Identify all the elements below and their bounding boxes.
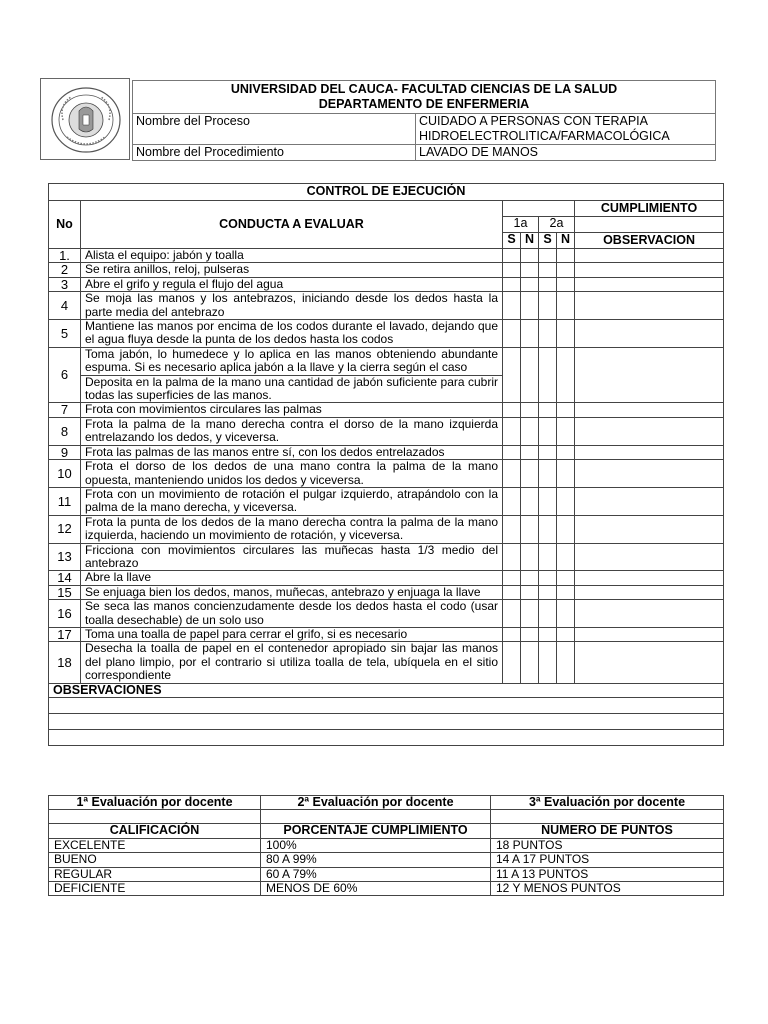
eval-2-yes-box[interactable] bbox=[539, 515, 557, 543]
percent-header: PORCENTAJE CUMPLIMIENTO bbox=[261, 824, 491, 838]
eval-1-yes-box[interactable] bbox=[503, 543, 521, 571]
col-compliance-header: CUMPLIMIENTO bbox=[575, 201, 724, 217]
item-number: 7 bbox=[49, 403, 81, 417]
table-row bbox=[49, 249, 724, 263]
item-description: Frota el dorso de los dedos de una mano contra la palma de la mano opuesta, manteniendo unidos los dedos y viceversa. bbox=[81, 460, 503, 488]
item-description: Frota la punta de los dedos de la mano derecha contra la palma de la mano izquierda, haciendo un movimiento de rotación, y viceversa. bbox=[81, 515, 503, 543]
eval-2-no-box[interactable] bbox=[557, 600, 575, 628]
eval-2-yes-box[interactable] bbox=[539, 642, 557, 683]
eval-1-yes-box[interactable] bbox=[503, 320, 521, 348]
table-row bbox=[49, 460, 724, 488]
col-conduct-header: CONDUCTA A EVALUAR bbox=[81, 201, 503, 249]
procedure-label: Nombre del Procedimiento bbox=[133, 145, 416, 161]
eval-1-no-box[interactable] bbox=[521, 263, 539, 277]
eval-1-yes-box[interactable] bbox=[503, 600, 521, 628]
table-row bbox=[49, 263, 724, 277]
table-row bbox=[49, 320, 724, 348]
item-description: Alista el equipo: jabón y toalla bbox=[81, 249, 503, 263]
item-description: Mantiene las manos por encima de los codos durante el lavado, dejando que el agua fluya desde la punta de los dedos hasta los codos bbox=[81, 320, 503, 348]
document-header bbox=[40, 78, 715, 160]
third-evaluation-label: 3ª Evaluación por docente bbox=[491, 796, 724, 810]
observation-cell[interactable] bbox=[575, 292, 724, 320]
eval-2-no-box[interactable] bbox=[557, 417, 575, 445]
observation-cell[interactable] bbox=[575, 642, 724, 683]
eval-1-no-box[interactable] bbox=[521, 403, 539, 417]
observation-cell[interactable] bbox=[575, 249, 724, 263]
item-number: 4 bbox=[49, 292, 81, 320]
col-observation-header: OBSERVACION bbox=[575, 233, 724, 249]
eval-1-yes-box[interactable] bbox=[503, 277, 521, 291]
eval-1-yes-box[interactable] bbox=[503, 249, 521, 263]
item-description: Se moja las manos y los antebrazos, iniciando desde los dedos hasta la parte media del antebrazo bbox=[81, 292, 503, 320]
eval-2-yes-box[interactable] bbox=[539, 585, 557, 599]
eval-1-yes-box[interactable] bbox=[503, 403, 521, 417]
observation-cell[interactable] bbox=[575, 460, 724, 488]
table-row bbox=[49, 347, 724, 375]
grading-row bbox=[49, 838, 724, 852]
table-row bbox=[49, 277, 724, 291]
eval-1-yes: S bbox=[503, 233, 521, 249]
eval-2-no-box[interactable] bbox=[557, 571, 575, 585]
observation-cell[interactable] bbox=[575, 543, 724, 571]
eval-1-yes-box[interactable] bbox=[503, 292, 521, 320]
eval-1-yes-box[interactable] bbox=[503, 642, 521, 683]
table-row bbox=[49, 543, 724, 571]
table-row bbox=[49, 600, 724, 628]
item-number: 17 bbox=[49, 627, 81, 641]
item-description: Abre la llave bbox=[81, 571, 503, 585]
eval-2-no: N bbox=[557, 233, 575, 249]
table-row bbox=[49, 445, 724, 459]
item-number: 1. bbox=[49, 249, 81, 263]
process-value: CUIDADO A PERSONAS CON TERAPIA HIDROELECTROLITICA/FARMACOLÓGICA bbox=[416, 114, 716, 145]
procedure-value: LAVADO DE MANOS bbox=[416, 145, 716, 161]
eval-2-yes-box[interactable] bbox=[539, 292, 557, 320]
item-description: Frota con un movimiento de rotación el pulgar izquierdo, atrapándolo con la palma de la mano derecha, y viceversa. bbox=[81, 487, 503, 515]
observation-cell[interactable] bbox=[575, 600, 724, 628]
university-seal-logo bbox=[49, 85, 123, 155]
eval-2-yes-box[interactable] bbox=[539, 417, 557, 445]
grading-row bbox=[49, 853, 724, 867]
item-number: 16 bbox=[49, 600, 81, 628]
observation-cell[interactable] bbox=[575, 487, 724, 515]
observation-header-spacer bbox=[575, 217, 724, 233]
compliance-spacer bbox=[503, 201, 575, 217]
header-title-cell bbox=[133, 81, 716, 114]
item-number: 14 bbox=[49, 571, 81, 585]
eval-1-yes-box[interactable] bbox=[503, 347, 521, 403]
eval-2-no-box[interactable] bbox=[557, 292, 575, 320]
eval-2-yes-box[interactable] bbox=[539, 249, 557, 263]
table-row bbox=[49, 487, 724, 515]
eval-2-no-box[interactable] bbox=[557, 515, 575, 543]
item-number: 3 bbox=[49, 277, 81, 291]
percent-value: 60 A 79% bbox=[261, 867, 491, 881]
eval-1-yes-box[interactable] bbox=[503, 571, 521, 585]
eval-2-yes: S bbox=[539, 233, 557, 249]
percent-value: 100% bbox=[261, 838, 491, 852]
grade-header: CALIFICACIÓN bbox=[49, 824, 261, 838]
points-value: 14 A 17 PUNTOS bbox=[491, 853, 724, 867]
grade-value: BUENO bbox=[49, 853, 261, 867]
eval-2-yes-box[interactable] bbox=[539, 460, 557, 488]
second-evaluation-label: 2ª Evaluación por docente bbox=[261, 796, 491, 810]
eval-2-yes-box[interactable] bbox=[539, 543, 557, 571]
item-number: 15 bbox=[49, 585, 81, 599]
item-description: Desecha la toalla de papel en el contenedor apropiado sin bajar las manos del plano limpio, por el contrario si utiliza toalla de tela, ubíquela en el sitio correspondiente bbox=[81, 642, 503, 683]
first-evaluation-signature[interactable] bbox=[49, 810, 261, 824]
observation-cell[interactable] bbox=[575, 585, 724, 599]
item-number: 10 bbox=[49, 460, 81, 488]
eval-2-no-box[interactable] bbox=[557, 445, 575, 459]
item-description: Frota con movimientos circulares las palmas bbox=[81, 403, 503, 417]
eval-1-no-box[interactable] bbox=[521, 487, 539, 515]
observation-line[interactable] bbox=[49, 698, 724, 714]
observation-cell[interactable] bbox=[575, 445, 724, 459]
eval-2-yes-box[interactable] bbox=[539, 627, 557, 641]
eval-1-yes-box[interactable] bbox=[503, 417, 521, 445]
eval-2-no-box[interactable] bbox=[557, 263, 575, 277]
logo-cell bbox=[40, 78, 130, 160]
eval-1-no-box[interactable] bbox=[521, 460, 539, 488]
eval-1-yes-box[interactable] bbox=[503, 487, 521, 515]
eval-2-header: 2a bbox=[539, 217, 575, 233]
eval-2-yes-box[interactable] bbox=[539, 600, 557, 628]
second-evaluation-signature[interactable] bbox=[261, 810, 491, 824]
item-number: 8 bbox=[49, 417, 81, 445]
col-no-header: No bbox=[49, 201, 81, 249]
eval-2-yes-box[interactable] bbox=[539, 277, 557, 291]
eval-2-no-box[interactable] bbox=[557, 347, 575, 403]
eval-2-no-box[interactable] bbox=[557, 277, 575, 291]
grade-value: REGULAR bbox=[49, 867, 261, 881]
item-number: 12 bbox=[49, 515, 81, 543]
eval-1-no-box[interactable] bbox=[521, 347, 539, 403]
observations-title: OBSERVACIONES bbox=[49, 683, 724, 697]
points-value: 12 Y MENOS PUNTOS bbox=[491, 882, 724, 896]
observation-cell[interactable] bbox=[575, 403, 724, 417]
observation-cell[interactable] bbox=[575, 277, 724, 291]
eval-2-no-box[interactable] bbox=[557, 642, 575, 683]
eval-2-no-box[interactable] bbox=[557, 320, 575, 348]
item-description: Toma jabón, lo humedece y lo aplica en las manos obteniendo abundante espuma. Si es necesario aplica jabón a la llave y la cierra según el caso bbox=[81, 347, 503, 375]
points-value: 18 PUNTOS bbox=[491, 838, 724, 852]
eval-1-no-box[interactable] bbox=[521, 320, 539, 348]
observation-line[interactable] bbox=[49, 714, 724, 730]
grade-value: DEFICIENTE bbox=[49, 882, 261, 896]
process-label: Nombre del Proceso bbox=[133, 114, 416, 145]
percent-value: 80 A 99% bbox=[261, 853, 491, 867]
observation-line[interactable] bbox=[49, 730, 724, 746]
eval-1-no-box[interactable] bbox=[521, 277, 539, 291]
grading-table bbox=[48, 795, 724, 896]
table-row bbox=[49, 627, 724, 641]
eval-2-no-box[interactable] bbox=[557, 543, 575, 571]
item-number: 9 bbox=[49, 445, 81, 459]
eval-1-no-box[interactable] bbox=[521, 642, 539, 683]
table-row bbox=[49, 642, 724, 683]
eval-1-yes-box[interactable] bbox=[503, 627, 521, 641]
table-row bbox=[49, 403, 724, 417]
eval-1-no-box[interactable] bbox=[521, 627, 539, 641]
eval-2-no-box[interactable] bbox=[557, 585, 575, 599]
eval-2-yes-box[interactable] bbox=[539, 487, 557, 515]
eval-1-no-box[interactable] bbox=[521, 571, 539, 585]
item-description: Frota la palma de la mano derecha contra el dorso de la mano izquierda entrelazando los dedos, y viceversa. bbox=[81, 417, 503, 445]
header-table bbox=[132, 80, 716, 161]
item-description: Deposita en la palma de la mano una cantidad de jabón suficiente para cubrir todas las superficies de las manos. bbox=[81, 375, 503, 403]
eval-2-no-box[interactable] bbox=[557, 249, 575, 263]
eval-1-no-box[interactable] bbox=[521, 445, 539, 459]
eval-1-no: N bbox=[521, 233, 539, 249]
eval-1-no-box[interactable] bbox=[521, 417, 539, 445]
department-name: DEPARTAMENTO DE ENFERMERIA bbox=[318, 97, 530, 111]
observation-cell[interactable] bbox=[575, 417, 724, 445]
item-number: 2 bbox=[49, 263, 81, 277]
institution-name: UNIVERSIDAD DEL CAUCA- FACULTAD CIENCIAS DE LA SALUD bbox=[230, 82, 618, 96]
item-number: 6 bbox=[49, 347, 81, 403]
grading-row bbox=[49, 867, 724, 881]
observation-cell[interactable] bbox=[575, 571, 724, 585]
third-evaluation-signature[interactable] bbox=[491, 810, 724, 824]
eval-1-no-box[interactable] bbox=[521, 600, 539, 628]
eval-1-no-box[interactable] bbox=[521, 249, 539, 263]
table-row bbox=[49, 417, 724, 445]
table-row bbox=[49, 571, 724, 585]
table-row bbox=[49, 515, 724, 543]
eval-2-yes-box[interactable] bbox=[539, 445, 557, 459]
points-value: 11 A 13 PUNTOS bbox=[491, 867, 724, 881]
eval-2-no-box[interactable] bbox=[557, 403, 575, 417]
eval-1-no-box[interactable] bbox=[521, 292, 539, 320]
observation-cell[interactable] bbox=[575, 263, 724, 277]
item-description: Frota las palmas de las manos entre sí, con los dedos entrelazados bbox=[81, 445, 503, 459]
eval-1-yes-box[interactable] bbox=[503, 460, 521, 488]
eval-1-yes-box[interactable] bbox=[503, 585, 521, 599]
eval-2-no-box[interactable] bbox=[557, 487, 575, 515]
item-description: Se seca las manos concienzudamente desde los dedos hasta el codo (usar toalla desechable) de un solo uso bbox=[81, 600, 503, 628]
control-title: CONTROL DE EJECUCIÓN bbox=[49, 184, 724, 201]
table-row bbox=[49, 292, 724, 320]
eval-1-yes-box[interactable] bbox=[503, 515, 521, 543]
eval-1-no-box[interactable] bbox=[521, 515, 539, 543]
grade-value: EXCELENTE bbox=[49, 838, 261, 852]
item-number: 18 bbox=[49, 642, 81, 683]
item-description: Abre el grifo y regula el flujo del agua bbox=[81, 277, 503, 291]
first-evaluation-label: 1ª Evaluación por docente bbox=[49, 796, 261, 810]
grading-row bbox=[49, 882, 724, 896]
eval-1-no-box[interactable] bbox=[521, 543, 539, 571]
observation-cell[interactable] bbox=[575, 627, 724, 641]
item-number: 11 bbox=[49, 487, 81, 515]
item-number: 5 bbox=[49, 320, 81, 348]
points-header: NUMERO DE PUNTOS bbox=[491, 824, 724, 838]
observation-cell[interactable] bbox=[575, 347, 724, 403]
eval-1-yes-box[interactable] bbox=[503, 263, 521, 277]
eval-2-yes-box[interactable] bbox=[539, 263, 557, 277]
item-description: Fricciona con movimientos circulares las muñecas hasta 1/3 medio del antebrazo bbox=[81, 543, 503, 571]
eval-1-no-box[interactable] bbox=[521, 585, 539, 599]
items-body bbox=[49, 249, 724, 684]
eval-2-yes-box[interactable] bbox=[539, 571, 557, 585]
eval-2-yes-box[interactable] bbox=[539, 320, 557, 348]
eval-2-no-box[interactable] bbox=[557, 627, 575, 641]
item-number: 13 bbox=[49, 543, 81, 571]
eval-2-yes-box[interactable] bbox=[539, 347, 557, 403]
eval-2-yes-box[interactable] bbox=[539, 403, 557, 417]
grading-body bbox=[49, 838, 724, 896]
eval-1-yes-box[interactable] bbox=[503, 445, 521, 459]
control-table bbox=[48, 183, 724, 746]
percent-value: MENOS DE 60% bbox=[261, 882, 491, 896]
observation-cell[interactable] bbox=[575, 320, 724, 348]
item-description: Se retira anillos, reloj, pulseras bbox=[81, 263, 503, 277]
observation-cell[interactable] bbox=[575, 515, 724, 543]
item-description: Se enjuaga bien los dedos, manos, muñecas, antebrazo y enjuaga la llave bbox=[81, 585, 503, 599]
table-row bbox=[49, 585, 724, 599]
eval-1-header: 1a bbox=[503, 217, 539, 233]
item-description: Toma una toalla de papel para cerrar el grifo, si es necesario bbox=[81, 627, 503, 641]
eval-2-no-box[interactable] bbox=[557, 460, 575, 488]
